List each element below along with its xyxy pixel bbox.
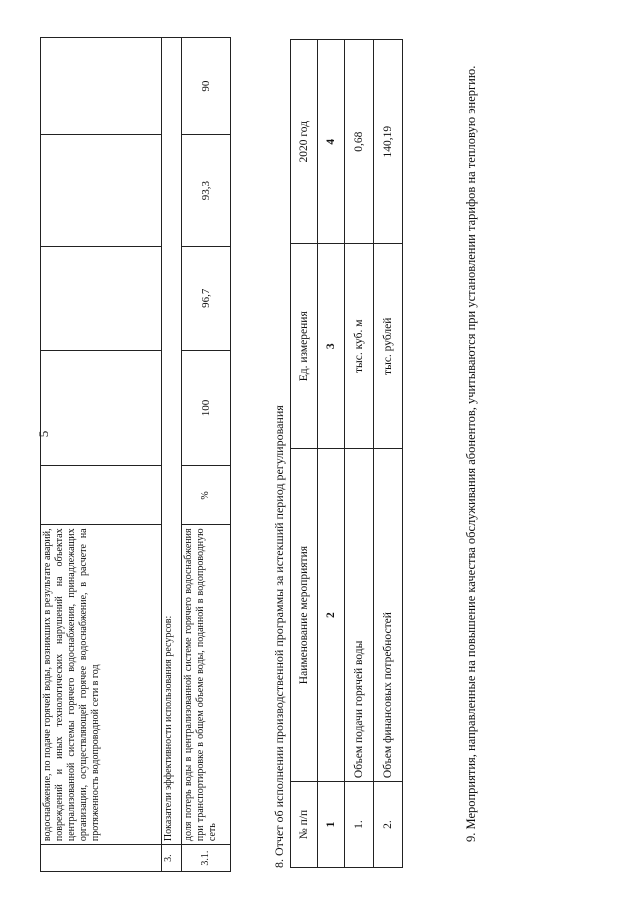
row-num: 2. <box>374 782 403 868</box>
table-row <box>345 40 374 868</box>
table-row-section3 <box>162 38 182 872</box>
cell-value-4 <box>41 38 162 135</box>
row-num: 1. <box>345 782 374 868</box>
row-unit: тыс. рублей <box>374 244 403 449</box>
table-header-row <box>291 40 318 868</box>
colnum-1: 1 <box>318 782 345 868</box>
header-name: Наименование мероприятия <box>291 449 318 782</box>
cell-value-2 <box>41 247 162 350</box>
row31-value-4: 90 <box>182 38 231 135</box>
cell-unit <box>41 466 162 525</box>
header-unit: Ед. измерения <box>291 244 318 449</box>
table-row <box>41 38 162 872</box>
colnum-2: 2 <box>318 449 345 782</box>
table-row <box>374 40 403 868</box>
page-number: 5 <box>36 430 51 438</box>
program-report-table <box>290 39 403 868</box>
row31-value-2: 96,7 <box>182 247 231 350</box>
cell-value-1 <box>41 350 162 466</box>
section9-paragraph: 9. Мероприятия, направленные на повышение качества обслуживания абонентов, учитываются при установлении тарифов на тепловую энергию. <box>464 65 478 842</box>
row-name: Объем подачи горячей воды <box>345 449 374 782</box>
row-value: 0,68 <box>345 40 374 244</box>
row-name: Объем финансовых потребностей <box>374 449 403 782</box>
cell-desc-continued: водоснабжение, по подаче горячей воды, возникших в результате аварий, повреждений и иных технологических нарушений на объектах централизованной системы горячего водоснабжения, принадлежащих организации, осуществляющей горячее водоснабжение, в расчете на протяженность водопроводной сети в год <box>41 525 162 845</box>
row-value: 140,19 <box>374 40 403 244</box>
table-colnum-row <box>318 40 345 868</box>
colnum-4: 4 <box>318 40 345 244</box>
cell-num <box>41 845 162 872</box>
header-num: № п/п <box>291 782 318 868</box>
row31-desc: доля потерь воды в централизованной системе горячего водоснабжения при транспортировке в общем объеме воды, поданной в водопроводную сеть <box>182 525 231 845</box>
section3-title: Показатели эффективности использования ресурсов: <box>162 38 182 845</box>
indicators-table-continuation <box>40 37 231 872</box>
rotated-landscape-sheet <box>40 12 600 872</box>
row31-value-3: 93,3 <box>182 135 231 247</box>
row31-value-1: 100 <box>182 350 231 466</box>
row31-unit: % <box>182 466 231 525</box>
cell-value-3 <box>41 135 162 247</box>
colnum-3: 3 <box>318 244 345 449</box>
table-row-3-1 <box>182 38 231 872</box>
section3-num: 3. <box>162 845 182 872</box>
row-unit: тыс. куб. м <box>345 244 374 449</box>
row31-num: 3.1. <box>182 845 231 872</box>
header-year: 2020 год <box>291 40 318 244</box>
section8-heading: 8. Отчет об исполнении производственной программы за истекший период регулирования <box>272 405 286 868</box>
